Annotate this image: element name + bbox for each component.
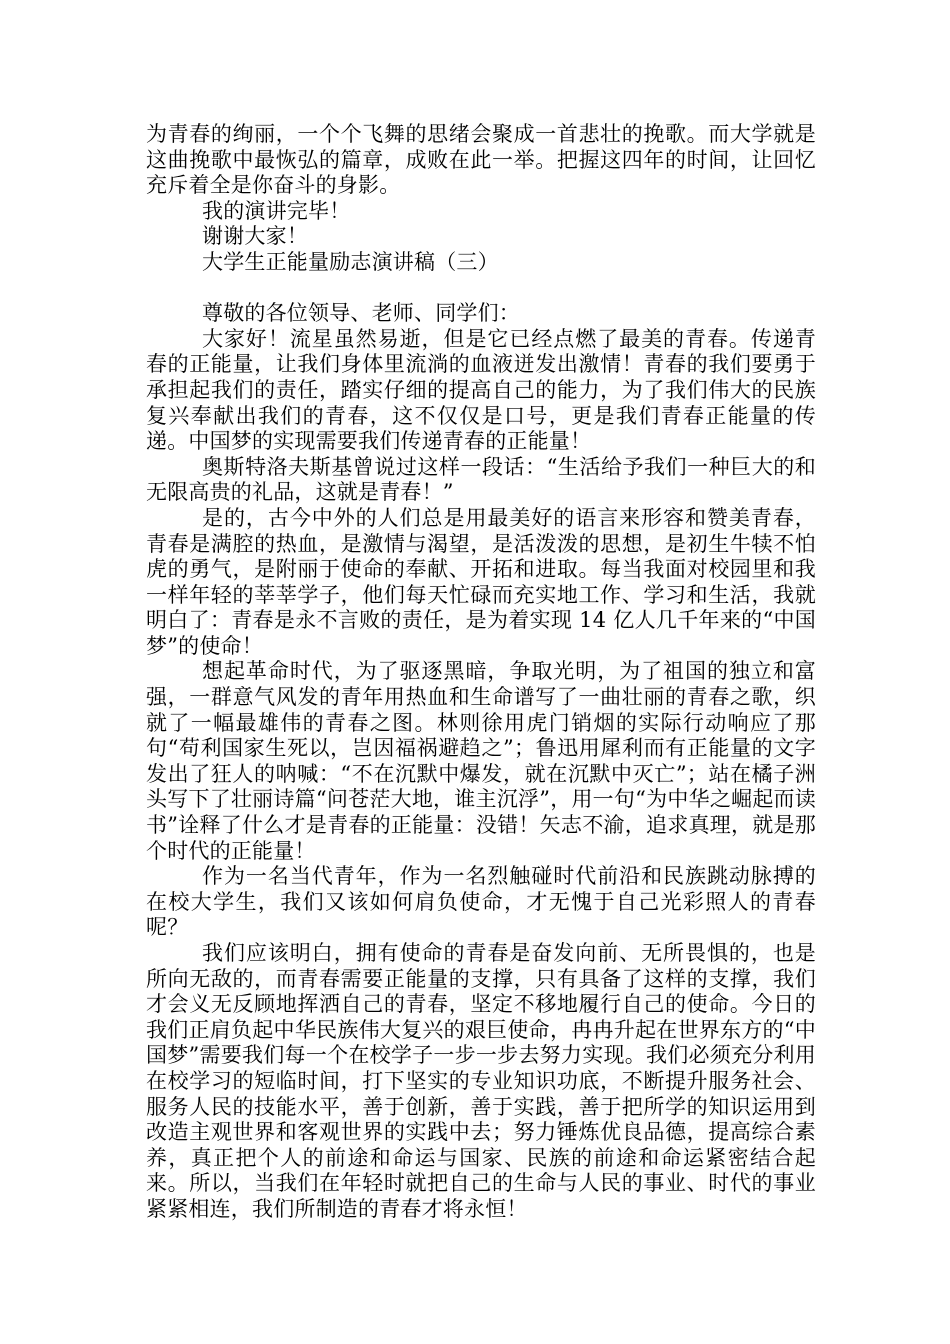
paragraph-greeting: 大家好！流星虽然易逝，但是它已经点燃了最美的青春。传递青春的正能量，让我们身体里流淌的血液迸发出激情！青春的我们要勇于承担起我们的责任，踏实仔细的提高自己的能力，为了我们伟大的民族复兴奉献出我们的青春，这不仅仅是口号，更是我们青春正能量的传递。中国梦的实现需要我们传递青春的正能量！ <box>146 326 816 454</box>
paragraph-speech-end: 我的演讲完毕！ <box>202 198 351 223</box>
section-title: 大学生正能量励志演讲稿（三） <box>202 249 499 274</box>
paragraph-mission: 我们应该明白，拥有使命的青春是奋发向前、无所畏惧的，也是所向无敌的，而青春需要正能量的支撑，只有具备了这样的支撑，我们才会义无反顾地挥洒自己的青春，坚定不移地履行自己的使命。今日的我们正肩负起中华民族伟大复兴的艰巨使命，冉冉升起在世界东方的“中国梦”需要我们每一个在校学子一步一步去努力实现。我们必须充分利用在校学习的短临时间，打下坚实的专业知识功底，不断提升服务社会、服务人民的技能水平，善于创新，善于实践，善于把所学的知识运用到改造主观世界和客观世界的实践中去；努力锤炼优良品德，提高综合素养，真正把个人的前途和命运与国家、民族的前途和命运紧密结合起来。所以，当我们在年轻时就把自己的生命与人民的事业、时代的事业紧紧相连，我们所制造的青春才将永恒！ <box>146 941 816 1221</box>
blank-line <box>146 276 816 302</box>
paragraph-revolution: 想起革命时代，为了驱逐黑暗，争取光明，为了祖国的独立和富强，一群意气风发的青年用热血和生命谱写了一曲壮丽的青春之歌，织就了一幅最雄伟的青春之图。林则徐用虎门销烟的实际行动响应了那句“苟利国家生死以，岂因福祸避趋之”；鲁迅用犀利而有正能量的文字发出了狂人的呐喊：“不在沉默中爆发，就在沉默中灭亡”；站在橘子洲头写下了壮丽诗篇“问苍茫大地，谁主沉浮”，用一句“为中华之崛起而读书”诠释了什么才是青春的正能量：没错！矢志不渝，追求真理，就是那个时代的正能量！ <box>146 659 816 863</box>
paragraph-thanks: 谢谢大家！ <box>202 224 308 249</box>
paragraph-salutation: 尊敬的各位领导、老师、同学们： <box>202 301 520 326</box>
paragraph-youth: 是的，古今中外的人们总是用最美好的语言来形容和赞美青春，青春是满腔的热血，是激情与渴望，是活泼泼的思想，是初生牛犊不怕虎的勇气，是附丽于使命的奉献、开拓和进取。每当我面对校园里和我一样年轻的莘莘学子，他们每天忙碌而充实地工作、学习和生活，我就明白了：青春是永不言败的责任，是为着实现 14 亿人几千年来的“中国梦”的使命！ <box>146 505 816 658</box>
paragraph-closing: 为青春的绚丽，一个个飞舞的思绪会聚成一首悲壮的挽歌。而大学就是这曲挽歌中最恢弘的篇章，成败在此一举。把握这四年的时间，让回忆充斥着全是你奋斗的身影。 <box>146 122 816 198</box>
paragraph-quote: 奥斯特洛夫斯基曾说过这样一段话：“生活给予我们一种巨大的和无限高贵的礼品，这就是青春！” <box>146 454 816 505</box>
document-page <box>146 122 816 1223</box>
paragraph-question: 作为一名当代青年，作为一名烈触碰时代前沿和民族跳动脉搏的在校大学生，我们又该如何肩负使命，才无愧于自己光彩照人的青春呢？ <box>146 864 816 940</box>
